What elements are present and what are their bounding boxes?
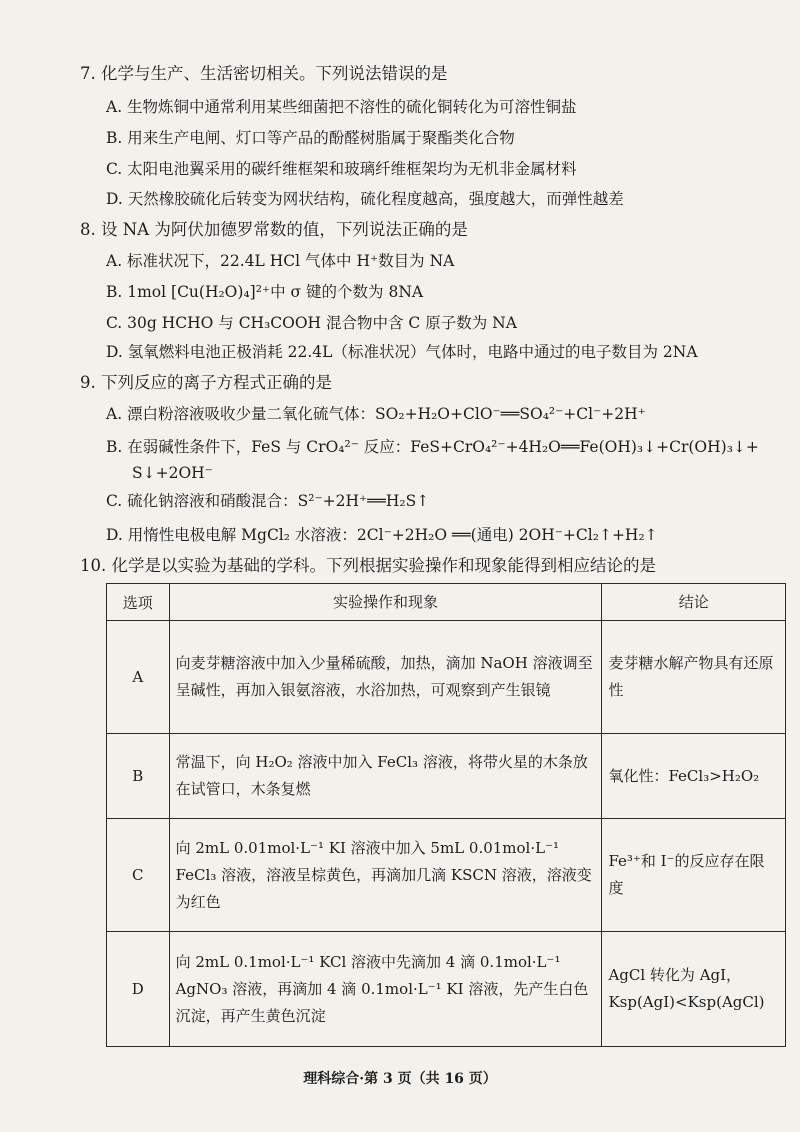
experiment-table (106, 583, 786, 1047)
table-row (107, 932, 786, 1047)
q9-stem: 9. 下列反应的离子方程式正确的是 (80, 373, 332, 392)
row-option-label: D (107, 932, 170, 1047)
row-conclusion: Fe³⁺和 I⁻的反应存在限度 (602, 819, 786, 932)
table-row (107, 621, 786, 734)
row-operation: 常温下，向 H₂O₂ 溶液中加入 FeCl₃ 溶液，将带火星的木条放在试管口，木条复燃 (169, 734, 602, 819)
q7-option-d: D. 天然橡胶硫化后转变为网状结构，硫化程度越高，强度越大，而弹性越差 (106, 190, 624, 208)
page-footer: 理科综合·第 3 页（共 16 页） (303, 1071, 497, 1087)
row-operation: 向 2mL 0.1mol·L⁻¹ KCl 溶液中先滴加 4 滴 0.1mol·L⁻¹ AgNO₃ 溶液，再滴加 4 滴 0.1mol·L⁻¹ KI 溶液，先产生白色沉淀，再产生黄色沉淀 (169, 932, 602, 1047)
q9-option-c: C. 硫化钠溶液和硝酸混合：S²⁻+2H⁺══H₂S↑ (106, 492, 430, 510)
q8-option-d: D. 氢氧燃料电池正极消耗 22.4L（标准状况）气体时，电路中通过的电子数目为 2NA (106, 343, 698, 361)
table-header-row (107, 584, 786, 621)
q9-option-d: D. 用惰性电极电解 MgCl₂ 水溶液：2Cl⁻+2H₂O ══(通电) 2OH⁻+Cl₂↑+H₂↑ (106, 526, 658, 544)
q7-stem: 7. 化学与生产、生活密切相关。下列说法错误的是 (80, 64, 448, 83)
q9-option-a: A. 漂白粉溶液吸收少量二氧化硫气体：SO₂+H₂O+ClO⁻══SO₄²⁻+Cl⁻+2H⁺ (106, 405, 646, 423)
q8-option-a: A. 标准状况下，22.4L HCl 气体中 H⁺数目为 NA (106, 252, 455, 270)
header-conclusion: 结论 (602, 584, 786, 621)
row-option-label: B (107, 734, 170, 819)
row-conclusion: AgCl 转化为 AgI，Ksp(AgI)<Ksp(AgCl) (602, 932, 786, 1047)
q8-option-c: C. 30g HCHO 与 CH₃COOH 混合物中含 C 原子数为 NA (106, 314, 517, 332)
row-option-label: C (107, 819, 170, 932)
q8-option-b: B. 1mol [Cu(H₂O)₄]²⁺中 σ 键的个数为 8NA (106, 283, 424, 301)
q9-option-b-line2: S↓+2OH⁻ (132, 464, 213, 482)
header-operation: 实验操作和现象 (169, 584, 602, 621)
table-row (107, 734, 786, 819)
header-option: 选项 (107, 584, 170, 621)
row-conclusion: 麦芽糖水解产物具有还原性 (602, 621, 786, 734)
table-row (107, 819, 786, 932)
row-conclusion: 氧化性：FeCl₃>H₂O₂ (602, 734, 786, 819)
q7-option-b: B. 用来生产电闸、灯口等产品的酚醛树脂属于聚酯类化合物 (106, 129, 515, 147)
q7-option-c: C. 太阳电池翼采用的碳纤维框架和玻璃纤维框架均为无机非金属材料 (106, 160, 577, 178)
row-option-label: A (107, 621, 170, 734)
row-operation: 向麦芽糖溶液中加入少量稀硫酸，加热，滴加 NaOH 溶液调至呈碱性，再加入银氨溶液，水浴加热，可观察到产生银镜 (169, 621, 602, 734)
q8-stem: 8. 设 NA 为阿伏加德罗常数的值，下列说法正确的是 (80, 220, 468, 239)
q9-option-b-line1: B. 在弱碱性条件下，FeS 与 CrO₄²⁻ 反应：FeS+CrO₄²⁻+4H₂O══Fe(OH)₃↓+Cr(OH)₃↓+ (106, 438, 759, 456)
q7-option-a: A. 生物炼铜中通常利用某些细菌把不溶性的硫化铜转化为可溶性铜盐 (106, 98, 577, 116)
q10-stem: 10. 化学是以实验为基础的学科。下列根据实验操作和现象能得到相应结论的是 (80, 556, 656, 575)
row-operation: 向 2mL 0.01mol·L⁻¹ KI 溶液中加入 5mL 0.01mol·L⁻¹ FeCl₃ 溶液，溶液呈棕黄色，再滴加几滴 KSCN 溶液，溶液变为红色 (169, 819, 602, 932)
